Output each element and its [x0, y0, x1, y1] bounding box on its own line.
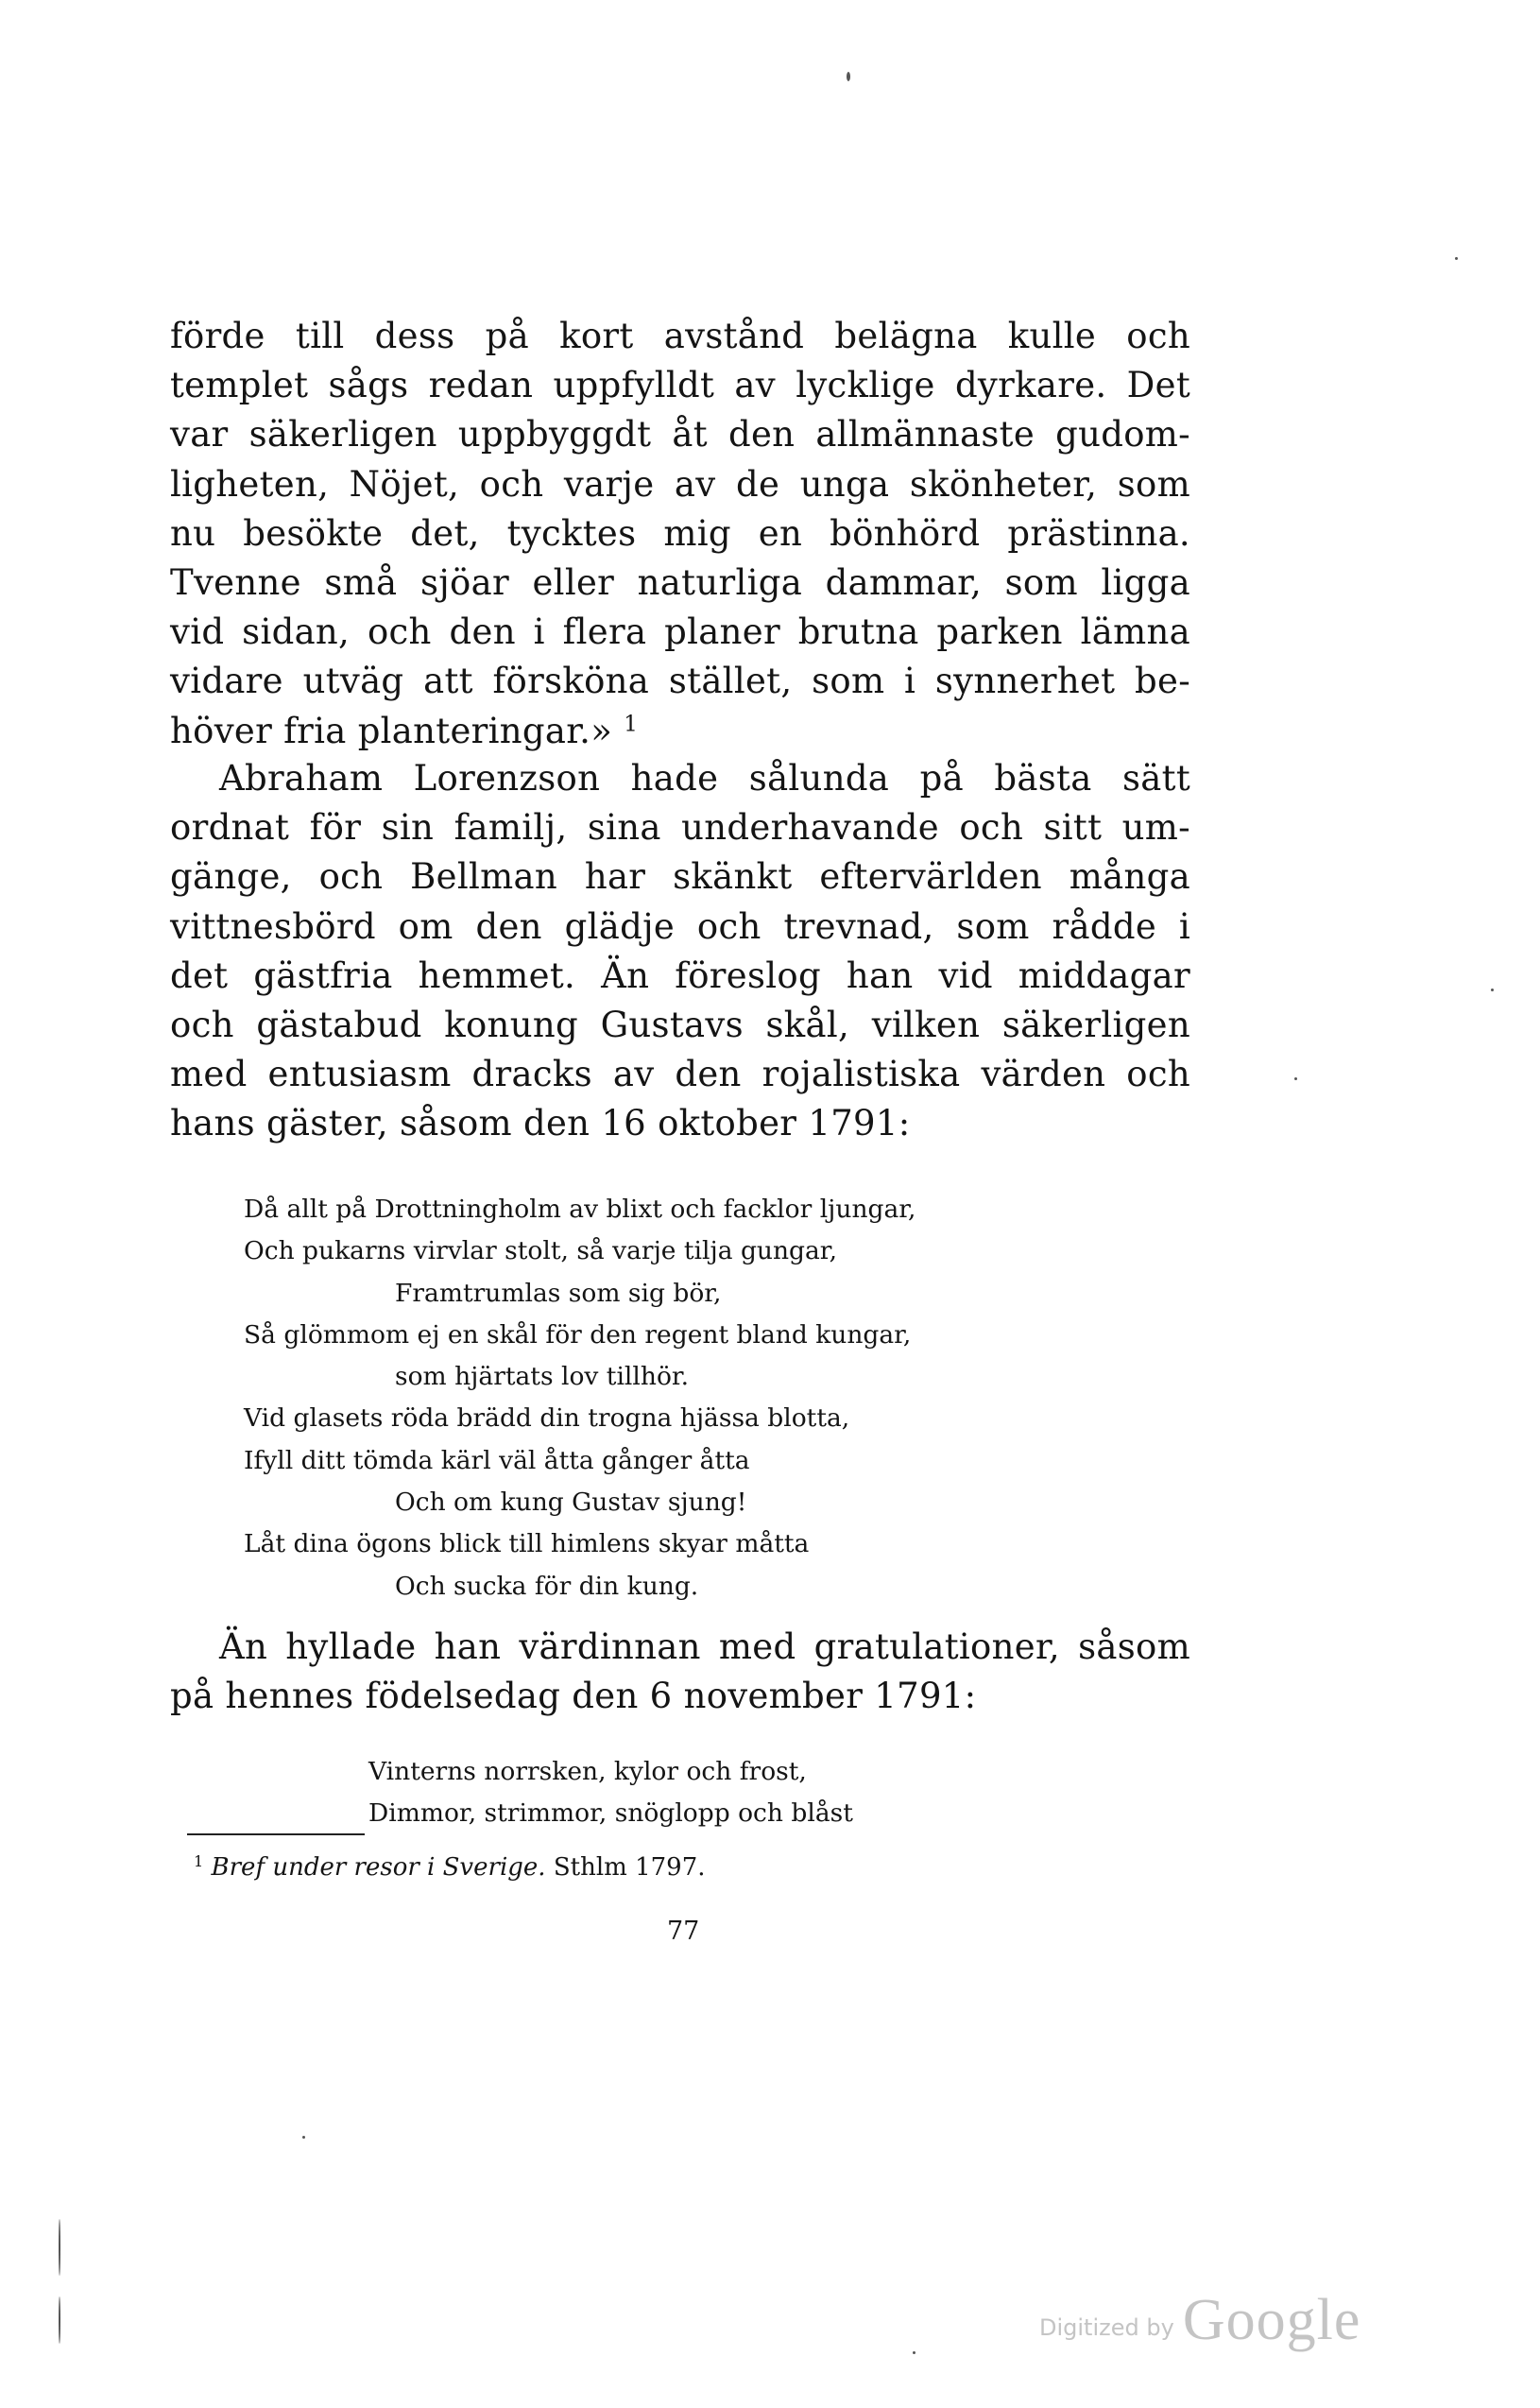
scan-speck: [59, 2296, 60, 2344]
verse-line: Och sucka för din kung.: [395, 1571, 699, 1601]
text-line: Abraham Lorenzson hade sålunda på bästa sätt: [219, 758, 1190, 799]
poem-stanza-2: [368, 1751, 853, 1835]
text-line: var säkerligen uppbyggdt åt den allmännaste gudom-: [170, 414, 1190, 456]
paragraph-1: [170, 312, 1190, 756]
footnote-marker: 1: [194, 1852, 204, 1871]
footnote-work-title: Bref under resor i Sverige.: [211, 1853, 546, 1882]
text-line: förde till dess på kort avstånd belägna kulle och: [170, 316, 1190, 356]
text-line: ordnat för sin familj, sina underhavande och sitt um-: [170, 807, 1190, 849]
verse-line: Då allt på Drottningholm av blixt och facklor ljungar,: [244, 1195, 916, 1224]
text-line: vid sidan, och den i flera planer brutna parken lämna: [170, 611, 1190, 653]
footnote: [194, 1849, 706, 1886]
verse-line: Vid glasets röda brädd din trogna hjässa blotta,: [244, 1403, 850, 1434]
verse-line: Ifyll ditt tömda kärl väl åtta gånger åtta: [244, 1445, 750, 1475]
text-line: [170, 707, 1190, 756]
text-line: ligheten, Nöjet, och varje av de unga skönheter, som: [170, 463, 1190, 505]
paragraph-2: [170, 754, 1190, 1149]
watermark-prefix: Digitized by: [1039, 2314, 1174, 2341]
scan-speck: [1294, 1077, 1297, 1080]
google-logo: Google: [1182, 2288, 1361, 2352]
text-line: templet sågs redan uppfylldt av lycklige dyrkare. Det: [170, 365, 1190, 406]
verse-line: Framtrumlas som sig bör,: [395, 1278, 722, 1308]
footnote-divider: [187, 1833, 365, 1835]
scan-speck: [847, 72, 850, 81]
verse-line: Så glömmom ej en skål för den regent bland kungar,: [244, 1319, 912, 1350]
text-line: Tvenne små sjöar eller naturliga dammar, som ligga: [170, 562, 1190, 604]
verse-line: Vinterns norrsken, kylor och frost,: [368, 1757, 807, 1786]
scan-speck: [59, 2219, 60, 2276]
footnote-reference: 1: [624, 712, 639, 737]
paragraph-3: [170, 1623, 1190, 1721]
text-line: hans gäster, såsom den 16 oktober 1791:: [170, 1103, 911, 1144]
text-line: nu besökte det, tycktes mig en bönhörd prästinna.: [170, 512, 1190, 554]
scan-speck: [913, 2351, 915, 2354]
text-line-content: höver fria planteringar.»: [170, 710, 613, 751]
text-line: vittnesbörd om den glädje och trevnad, som rådde i: [170, 905, 1190, 947]
digitization-watermark: [1039, 2287, 1360, 2354]
scan-speck: [1491, 989, 1494, 991]
text-line: vidare utväg att försköna stället, som i synnerhet be-: [170, 661, 1190, 702]
verse-line: Och pukarns virvlar stolt, så varje tilja gungar,: [244, 1236, 837, 1266]
verse-line: Låt dina ögons blick till himlens skyar måtta: [244, 1529, 810, 1559]
page-number: 77: [667, 1917, 700, 1946]
poem-stanza-1: [244, 1189, 915, 1608]
verse-line: Dimmor, strimmor, snöglopp och blåst: [368, 1798, 853, 1829]
text-line: gänge, och Bellman har skänkt eftervärlden många: [170, 856, 1190, 898]
text-line: på hennes födelsedag den 6 november 1791:: [170, 1676, 977, 1717]
text-line: och gästabud konung Gustavs skål, vilken säkerligen: [170, 1005, 1190, 1046]
footnote-imprint: Sthlm 1797.: [553, 1853, 706, 1882]
verse-line: Och om kung Gustav sjung!: [395, 1488, 747, 1518]
scan-speck: [302, 2136, 305, 2139]
verse-line: som hjärtats lov tillhör.: [395, 1362, 690, 1392]
text-line: med entusiasm dracks av den rojalistiska värden och: [170, 1054, 1190, 1095]
text-line: det gästfria hemmet. Än föreslog han vid middagar: [170, 955, 1190, 996]
scan-speck: [1455, 257, 1458, 260]
text-line: Än hyllade han värdinnan med gratulationer, såsom: [219, 1626, 1190, 1667]
